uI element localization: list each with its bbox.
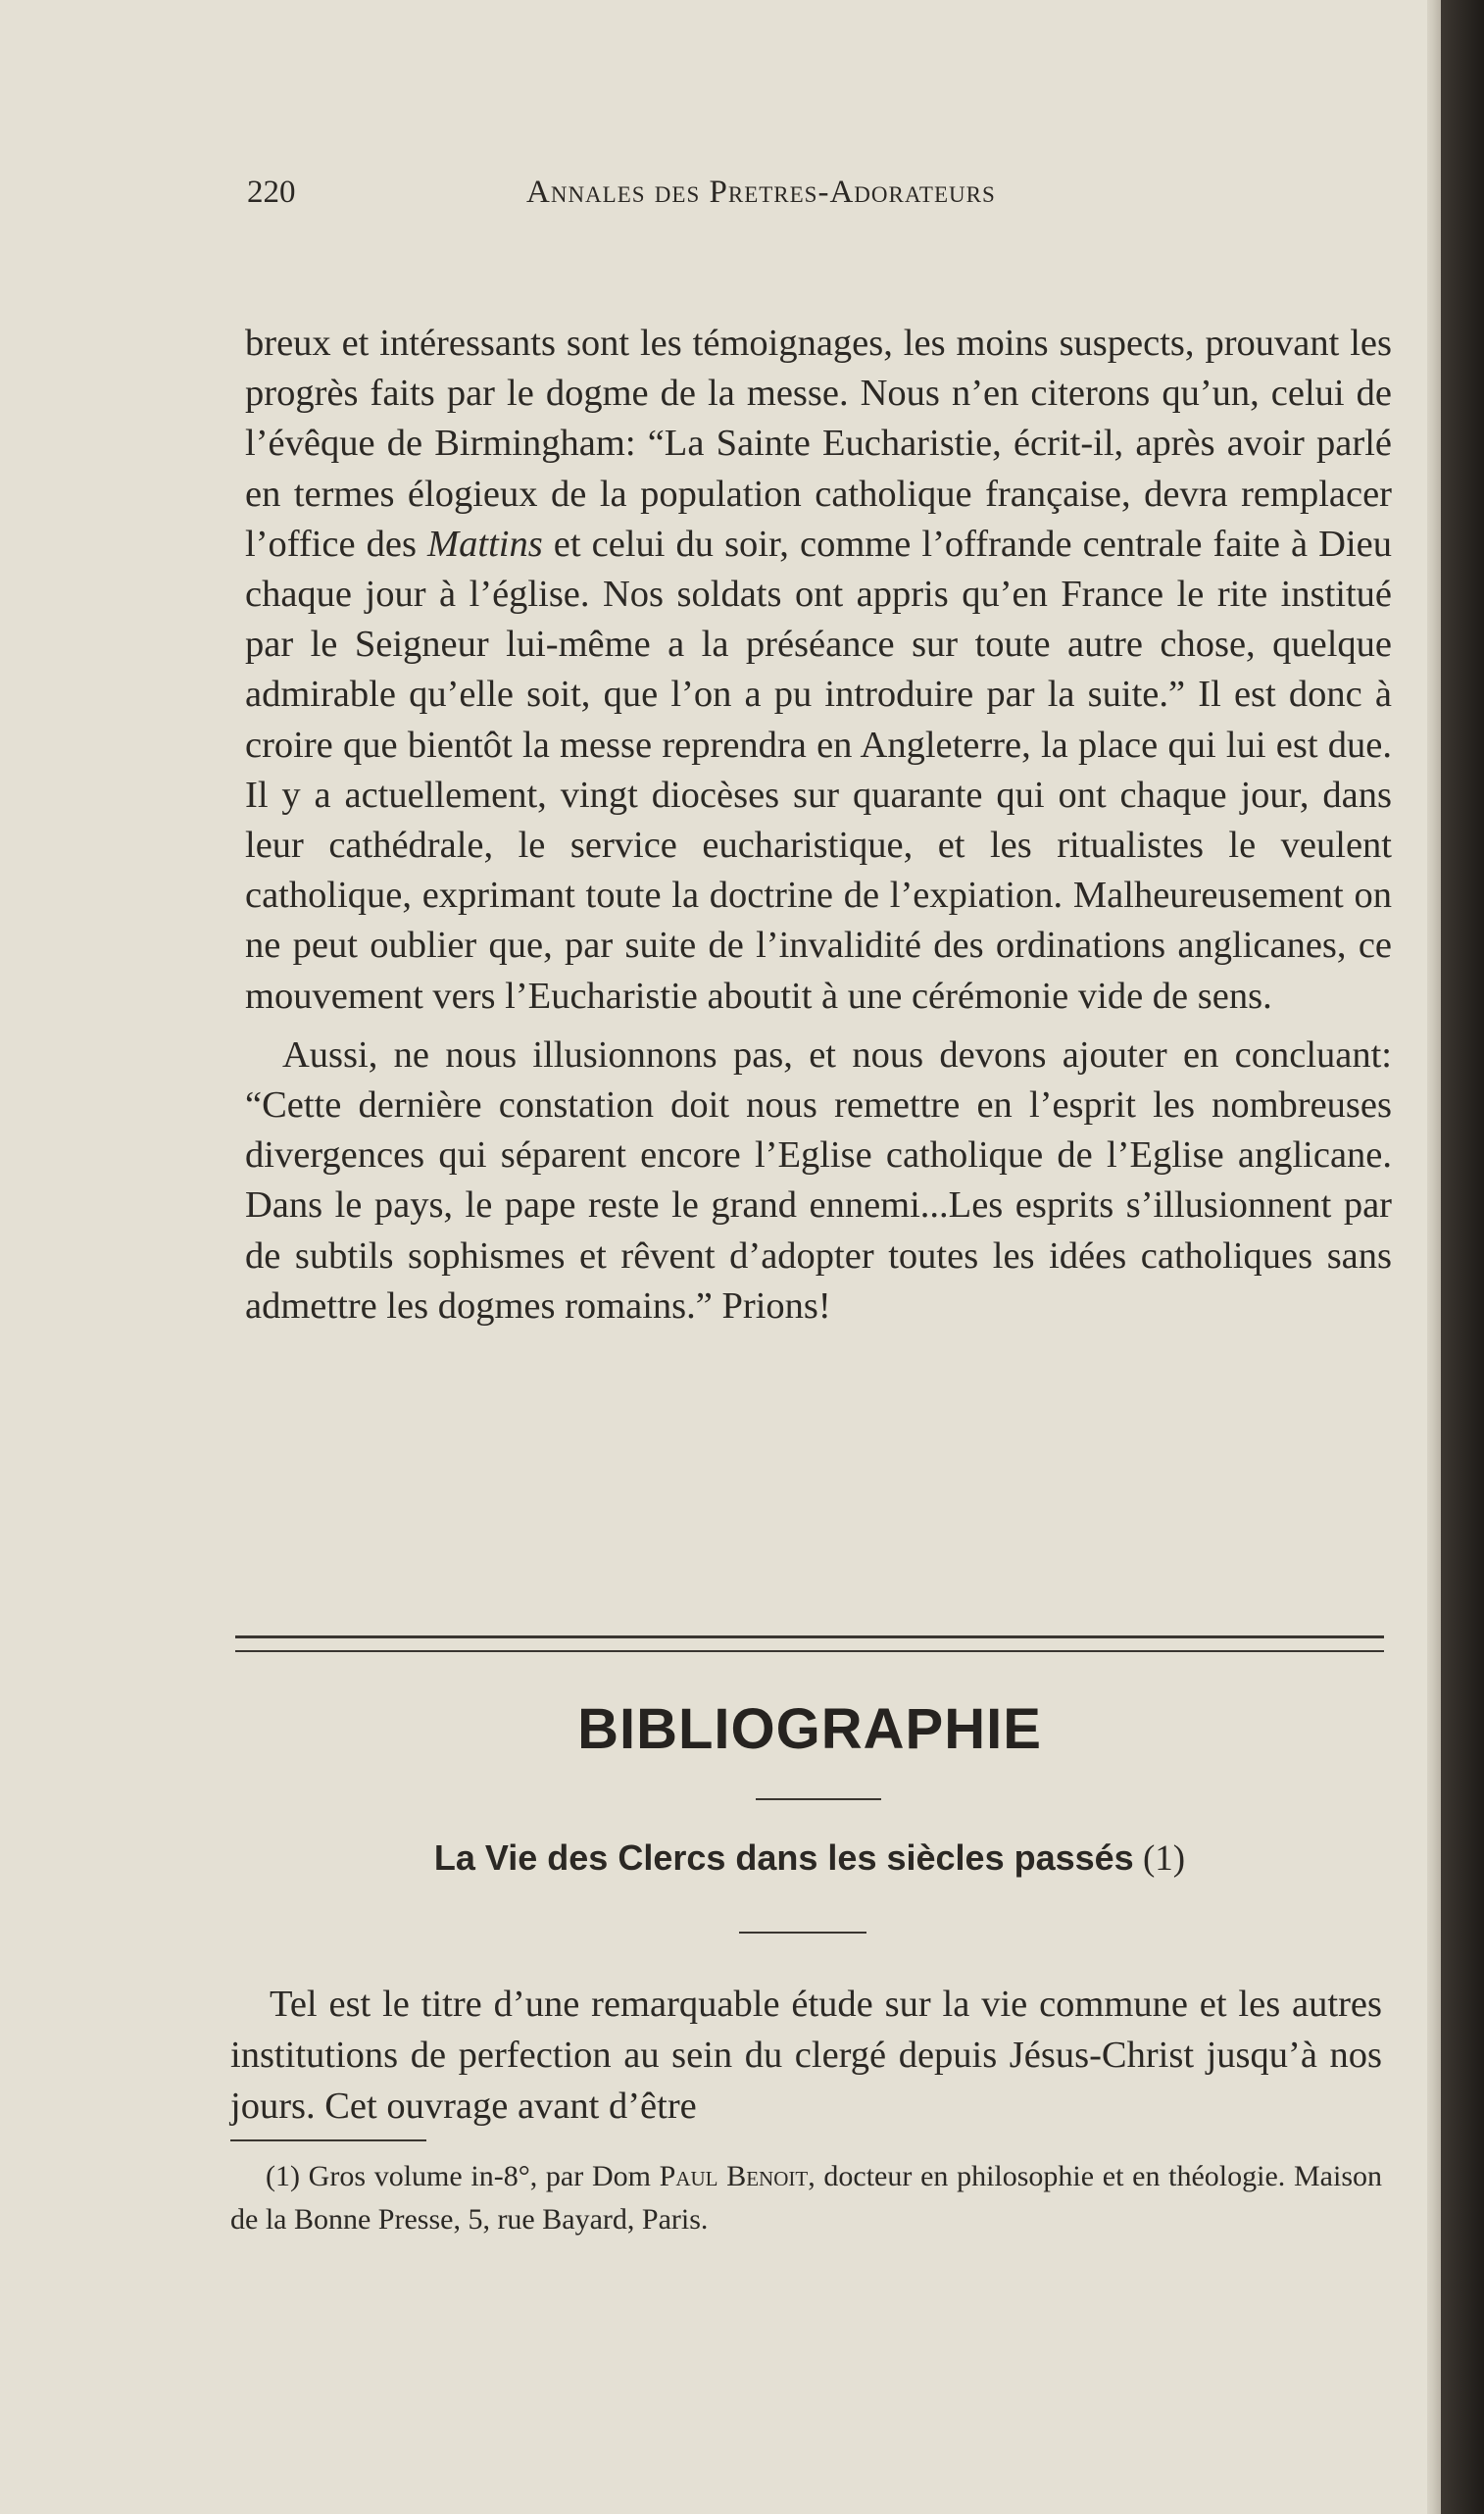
footnote [230, 2155, 1382, 2241]
page-number: 220 [247, 175, 296, 210]
section-title: BIBLIOGRAPHIE [577, 1697, 1042, 1761]
section-divider [235, 1635, 1384, 1652]
book-binding-shadow [1441, 0, 1484, 2514]
footnote-rule [230, 2139, 426, 2141]
paragraph-1-part-b: et celui du soir, comme l’offrande centrale faite à Dieu chaque jour à l’église. Nos soldats ont appris qu’en France le rite institué par le Seigneur lui-même a la préséance sur toute autre chose, quelque admirable qu’elle soit, que l’on a pu introduire par la suite.” Il est donc à croire que bientôt la messe reprendra en Angleterre, la place qui lui est due. Il y a actuellement, vingt diocèses sur quarante qui ont chaque jour, dans leur cathédrale, le service eucharistique, et les ritualistes le veulent catholique, exprimant toute la doctrine de l’expiation. Malheureusement on ne peut oublier que, par suite de l’invalidité des ordinations anglicanes, ce mouvement vers l’Eucharistie aboutit à une cérémonie vide de sens. [245, 523, 1392, 1017]
main-text [245, 319, 1392, 1332]
paragraph-1 [245, 319, 1392, 1022]
italic-term: Mattins [427, 523, 543, 565]
page-edge [1427, 0, 1441, 2514]
subtitle-rule [739, 1932, 866, 1934]
book-title [235, 1837, 1384, 1880]
book-title-text: La Vie des Clercs dans les siècles passés [433, 1837, 1134, 1878]
running-title: Annales des Pretres-Adorateurs [526, 175, 996, 210]
footnote-text-a: (1) Gros volume in-8°, par Dom [266, 2160, 660, 2192]
footnote-ref: (1) [1142, 1838, 1186, 1879]
footnote-author: Paul Benoit [659, 2160, 809, 2192]
footnote-text-b: , docteur en philosophie et en théologie. Maison de la Bonne Presse, 5, rue Bayard, Paris. [230, 2160, 1382, 2236]
review-paragraph: Tel est le titre d’une remarquable étude sur la vie commune et les autres institutions de perfection au sein du clergé depuis Jésus-Christ jusqu’à nos jours. Cet ouvrage avant d’être [230, 1984, 1382, 2127]
paragraph-2: Aussi, ne nous illusionnons pas, et nous devons ajouter en concluant: “Cette dernière constation doit nous remettre en l’esprit les nombreuses divergences qui séparent encore l’Eglise catholique de l’Eglise anglicane. Dans le pays, le pape reste le grand ennemi...Les esprits s’illusionnent par de subtils sophismes et rêvent d’adopter toutes les idées catholiques sans admettre les dogmes romains.” Prions! [245, 1033, 1392, 1327]
paragraph-1-part-a: breux et intéressants sont les témoignages, les moins suspects, prouvant les progrès faits par le dogme de la messe. Nous n’en citerons qu’un, celui de l’évêque de Birmingham: “La Sainte Eucharistie, écrit-il, après avoir parlé en termes élogieux de la population catholique française, devra remplacer l’office des [245, 323, 1392, 565]
running-head [247, 175, 1129, 233]
review-text [230, 1979, 1382, 2132]
title-rule [756, 1798, 881, 1800]
